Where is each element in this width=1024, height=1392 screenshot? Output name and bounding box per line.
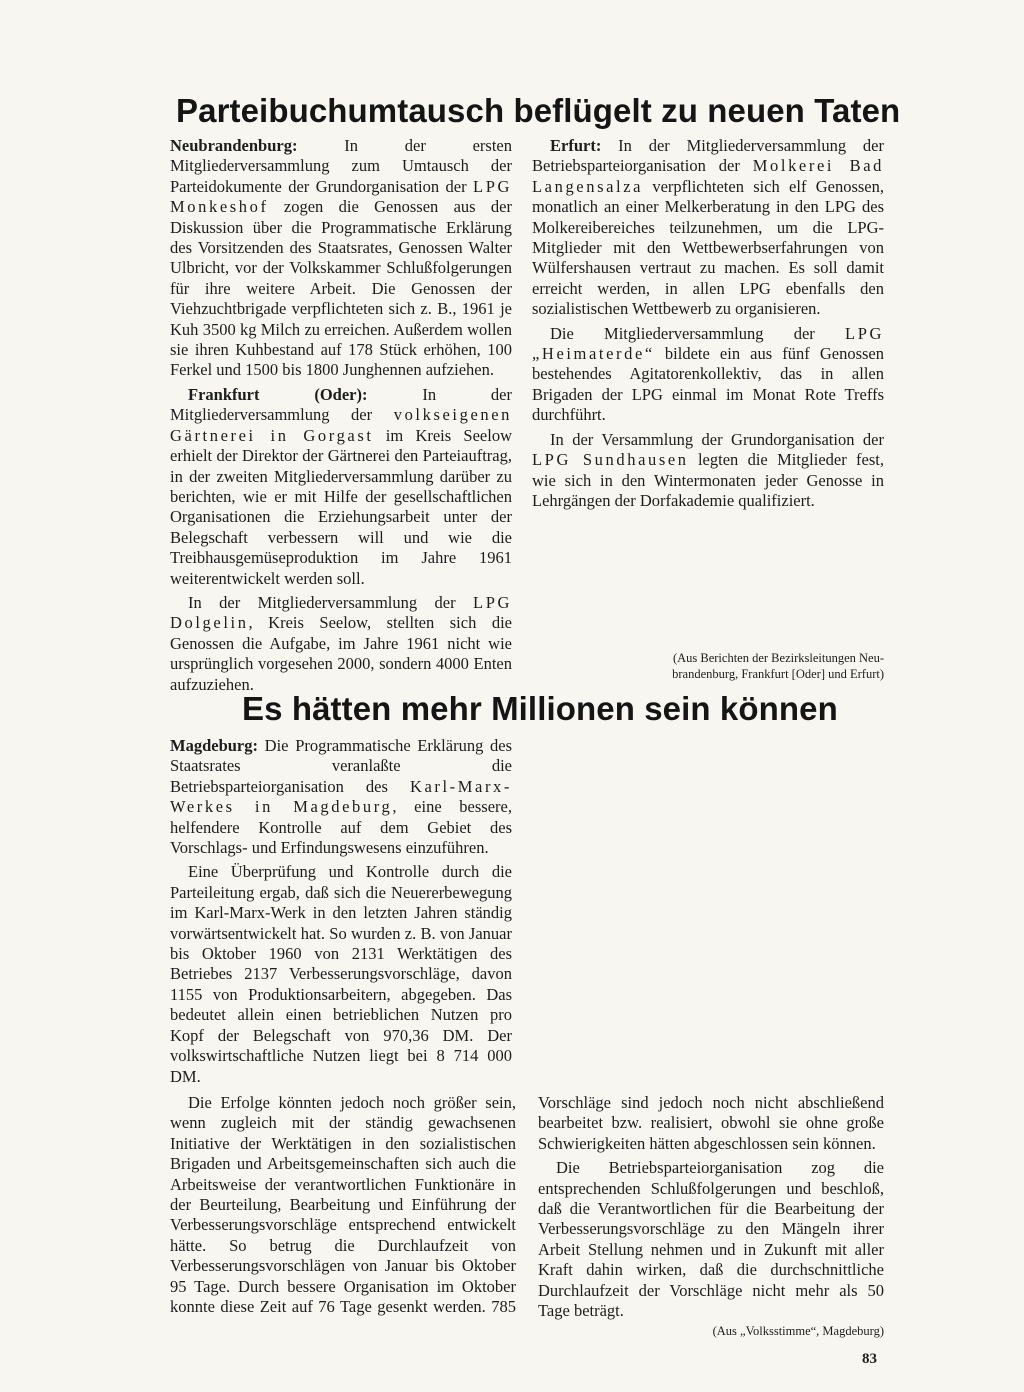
place-erfurt: Erfurt: — [550, 136, 602, 155]
article-2-paragraph-ueberpruefung: Eine Überprüfung und Kontrolle durch die Parteileitung ergab, daß sich die Neuererbewegung im Karl-Marx-Werk in den letzten Jahren ständig vorwärtsentwickelt hat. So wurden z. B. von Januar bis Oktober 1960 von 2131 Werktätigen des Betriebes 2137 Verbesserungsvorschläge, davon 1155 von Produktionsarbeitern, abgegeben. Das bedeutet allein einen betrieblichen Nutzen pro Kopf der Belegschaft von 970,36 DM. Der volkswirtschaftliche Nutzen liegt bei 8 714 000 DM. — [170, 862, 512, 1086]
text: In der Versammlung der Grundorganisation der — [550, 429, 884, 449]
text: zogen die Genossen aus der Diskussion über die Programmatische Erklärung des Vorsitzenden des Staatsrates, Genossen Walter Ulbricht, vor der Volkskammer Schlußfolgerungen für ihre weitere Arbeit. Die Genossen der Viehzuchtbrigade verpflichteten sich z. B., 1961 je Kuh 3500 kg Milch zu erreichen. Außerdem wollen sie ihren Kuhbestand auf 178 Stück erhöhen, 100 Ferkel und 1500 bis 1800 Junghennen aufziehen. — [170, 197, 512, 380]
text: In der Mitgliederversammlung der — [170, 384, 512, 425]
article-1-column-left — [170, 136, 512, 694]
text: In der Mitgliederversammlung der Betriebsparteiorganisation der — [532, 136, 884, 176]
article-1-title: Parteibuchumtausch beflügelt zu neuen Taten — [176, 92, 901, 129]
org-name: LPG Dolgelin — [170, 592, 512, 633]
org-name: LPG Monkeshof — [170, 176, 512, 217]
text: Die Mitgliederversammlung der — [550, 323, 846, 343]
source-line-1: (Aus Berichten der Bezirksleitungen Neu- — [672, 651, 884, 665]
org-name: Molkerei Bad Langensalza — [532, 156, 884, 196]
text: , eine bessere, helfendere Kontrolle auf dem Gebiet des Vorschlags- und Erfindungswesens einzuführen. — [170, 797, 512, 858]
article-1-paragraph-neubrandenburg — [170, 136, 512, 381]
article-1-paragraph-dolgelin — [170, 593, 512, 695]
article-2-column-continued — [170, 1093, 884, 1321]
text: , Kreis Seelow, stellten sich die Genossen die Aufgabe, im Jahre 1961 nicht wie ursprünglich vorgesehen 2000, sondern 4000 Enten aufzuziehen. — [170, 613, 512, 694]
article-1-paragraph-frankfurt — [170, 385, 512, 589]
place-magdeburg: Magdeburg: — [170, 736, 258, 755]
article-1-column-right — [532, 136, 884, 515]
org-name: volkseigenen Gärtnerei in Gorgast — [170, 405, 512, 445]
org-name: LPG Sundhausen — [532, 450, 689, 470]
place-neubrandenburg: Neubrandenburg: — [170, 136, 298, 155]
article-2-column-left — [170, 736, 512, 1091]
page-number: 83 — [862, 1351, 877, 1367]
org-name: Karl-Marx-Werkes in Magdeburg — [170, 776, 512, 817]
article-2-paragraph-erfolge: Die Erfolge könnten jedoch noch größer sein, wenn zugleich mit der ständig gewachsenen Initiative der Werktätigen in den sozialistischen Brigaden und Arbeitsgemeinschaften sich auch die Arbeitsweise der verantwortlichen Funktionäre in der Beurteilung, Bearbeitung und Einführung der Verbesserungsvorschläge entsprechend entwickelt hätte. So betrug die Durchlaufzeit von Verbesserungsvorschlägen von Januar bis Oktober 95 Tage. Durch bessere Organisation im Oktober konnte diese Zeit auf 76 Tage gesenkt werden. 785 Vorschläge sind jedoch noch nicht abschließend bearbeitet bzw. realisiert, obwohl sie ohne große Schwierigkeiten hätten abgeschlossen sein können. — [170, 1093, 884, 1317]
article-1-paragraph-sundhausen — [532, 430, 884, 512]
article-1-paragraph-heimaterde — [532, 324, 884, 426]
text: Die Programmatische Erklärung des Staatsrates veranlaßte die Betriebsparteiorganisation des — [170, 736, 512, 796]
text: im Kreis Seelow erhielt der Direktor der Gärtnerei den Parteiauftrag, in der zweiten Mitgliederversammlung darüber zu berichten, wie er mit Hilfe der gesellschaftlichen Organisationen die Erziehungsarbeit unter der Belegschaft verbessern will und wie die Treibhausgemüseproduktion im Jahre 1961 weiterentwickelt werden soll. — [170, 425, 512, 588]
article-1-source — [532, 650, 884, 682]
article-2-paragraph-magdeburg — [170, 736, 512, 858]
article-1-paragraph-erfurt — [532, 136, 884, 320]
article-2-paragraph-beschluss: Die Betriebsparteiorganisation zog die entsprechenden Schlußfolgerungen und beschloß, daß die Verantwortlichen für die Bearbeitung der Verbesserungsvorschläge zu den Mängeln ihrer Arbeit Stellung nehmen und in Zukunft mit aller Kraft dahin wirken, daß die durchschnittliche Durchlaufzeit der Vorschläge nicht mehr als 50 Tage beträgt. — [538, 1158, 884, 1321]
text: In der ersten Mitgliederversammlung zum Umtausch der Parteidokumente der Grundorganisation der — [170, 136, 512, 196]
text: verpflichteten sich elf Genossen, monatlich an einer Melkerberatung in den LPG des Molkereibereiches teilzunehmen, um die LPG-Mitglieder mit den Wettbewerbserfahrungen von Wülfershausen vertraut zu machen. Es soll damit erreicht werden, in allen LPG ebenfalls den sozialistischen Wettbewerb zu organisieren. — [532, 176, 884, 319]
text: bildete ein aus fünf Genossen bestehendes Agitatorenkollektiv, das in allen Brigaden der LPG einmal im Monat Rote Treffs durchführt. — [532, 344, 884, 425]
place-frankfurt: Frankfurt (Oder): — [188, 384, 368, 404]
text: legten die Mitglieder fest, wie sich in den Wintermonaten jeder Genosse in Lehrgängen der Dorfakademie qualifiziert. — [532, 450, 884, 510]
text: In der Mitgliederversammlung der — [188, 592, 474, 612]
article-2-title: Es hätten mehr Millionen sein können — [242, 690, 838, 727]
org-name: LPG „Heimaterde“ — [532, 323, 884, 364]
article-2-source: (Aus „Volksstimme“, Magdeburg) — [712, 1324, 884, 1338]
source-line-2: brandenburg, Frankfurt [Oder] und Erfurt) — [672, 667, 884, 681]
